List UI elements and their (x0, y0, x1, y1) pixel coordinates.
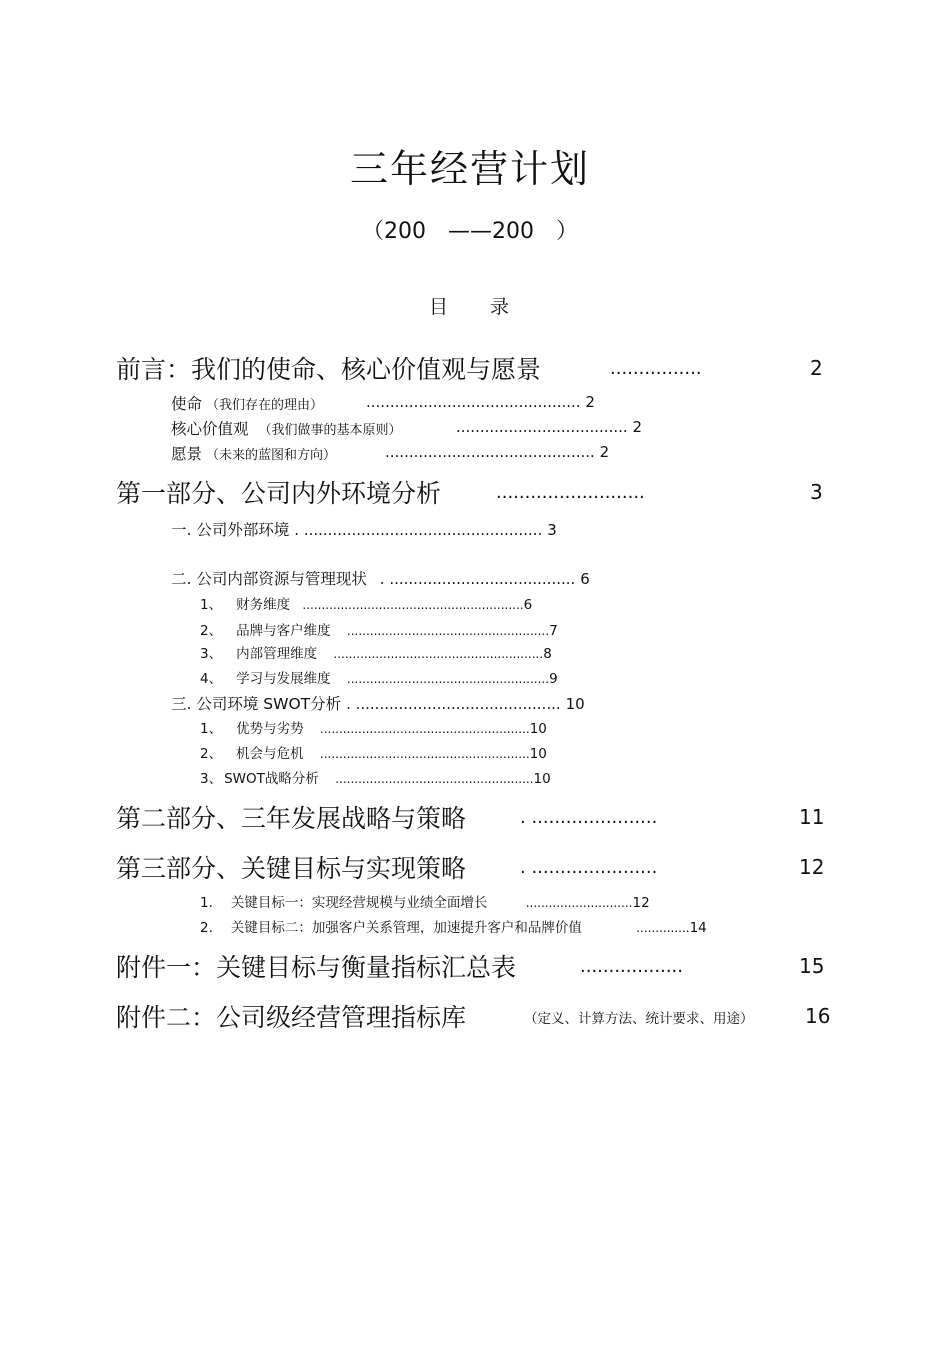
toc-entry-label: 附件二：公司级经营管理指标库 (116, 1003, 467, 1032)
toc-dots: .......................................................... (302, 598, 524, 612)
toc-dots: . ........................................... (346, 695, 561, 713)
toc-entry-label: 附件一：关键目标与衡量指标汇总表 (116, 953, 517, 982)
toc-dots: ............................................. 2 (366, 393, 595, 411)
toc-entry-note: （我们存在的理由） (206, 398, 324, 413)
toc-item-strengths[interactable] (200, 717, 547, 737)
toc-page-number: 10 (533, 771, 551, 787)
toc-entry-label: 核心价值观 (171, 420, 249, 438)
document-title: 三年经营计划 (349, 147, 590, 191)
toc-entry-num: 2、 (200, 746, 223, 762)
toc-page-number: 8 (543, 646, 552, 662)
toc-item-management[interactable] (200, 642, 552, 662)
toc-part1-sec1[interactable] (171, 518, 557, 540)
toc-entry-num: 3、 (200, 646, 223, 662)
toc-page-number: 10 (529, 721, 547, 737)
toc-dots: ..................................................... (346, 672, 550, 686)
toc-entry-note: （我们做事的基本原则） (258, 423, 402, 438)
toc-dots: ............................ (525, 896, 633, 910)
toc-entry-num: 1. (200, 895, 213, 911)
toc-dots: ....................................................... (333, 647, 544, 661)
toc-page-number: 9 (549, 671, 558, 687)
toc-page-number: 7 (549, 623, 558, 639)
toc-entry-num: 3、 (200, 771, 223, 787)
toc-appendix2[interactable] (116, 998, 466, 1034)
toc-dots: .............. (636, 921, 690, 935)
toc-dots: ................ (610, 358, 702, 379)
toc-entry-num: 2、 (200, 623, 223, 639)
toc-dots: . ...................... (520, 807, 658, 828)
toc-page-number: 14 (689, 920, 707, 936)
toc-entry-label: 学习与发展维度 (236, 671, 331, 687)
toc-page-number: 3 (547, 521, 557, 539)
toc-entry-label: 愿景 (171, 445, 203, 463)
toc-item-values[interactable] (171, 417, 402, 439)
toc-entry-num: 4、 (200, 671, 223, 687)
toc-dots: .................. (580, 956, 683, 977)
toc-entry-note: （定义、计算方法、统计要求、用途） (524, 1011, 754, 1027)
toc-entry-label: 第二部分、三年发展战略与策略 (116, 804, 467, 833)
toc-item-learning[interactable] (200, 667, 558, 687)
toc-dots: ..................................................... (346, 624, 550, 638)
toc-page-number: 12 (632, 895, 650, 911)
toc-page-number: 2 (585, 393, 595, 411)
toc-item-key-goal-2[interactable] (200, 916, 707, 936)
toc-page-number: 6 (580, 570, 590, 588)
toc-dots: ............................................ 2 (385, 443, 610, 461)
toc-page-number: 2 (599, 443, 610, 461)
toc-item-brand[interactable] (200, 619, 558, 639)
toc-dots: ....................................................... (319, 747, 530, 761)
toc-foreword[interactable] (116, 350, 541, 386)
toc-dots: ....................................................... (319, 722, 530, 736)
toc-entry-label: 关键目标一：实现经营规模与业绩全面增长 (230, 895, 488, 911)
toc-page-number: 11 (799, 805, 825, 829)
toc-item-finance[interactable] (200, 593, 532, 613)
toc-entry-note: （未来的蓝图和方向） (206, 448, 337, 463)
toc-entry-num: 1、 (200, 721, 223, 737)
toc-entry-label: 内部管理维度 (236, 646, 318, 662)
toc-entry-label: 优势与劣势 (236, 721, 304, 737)
toc-part3[interactable] (116, 849, 466, 885)
toc-entry-label: 第一部分、公司内外环境分析 (116, 479, 442, 508)
toc-entry-label: 一. 公司外部环境 (171, 521, 290, 539)
toc-part1-sec2[interactable] (171, 567, 590, 589)
document-subtitle: （200 ——200 ） (362, 219, 578, 244)
toc-part2[interactable] (116, 799, 466, 835)
toc-dots: . .................................................. (294, 521, 543, 539)
toc-dots: . ....................................... (379, 570, 576, 588)
toc-page-number: 16 (805, 1004, 831, 1028)
toc-entry-label: 第三部分、关键目标与实现策略 (116, 854, 467, 883)
toc-entry-label: 二. 公司内部资源与管理现状 (171, 570, 367, 588)
toc-appendix1[interactable] (116, 948, 516, 984)
toc-entry-label: 关键目标二：加强客户关系管理，加速提升客户和品牌价值 (230, 920, 582, 936)
toc-dots: . ...................... (520, 857, 658, 878)
toc-item-vision[interactable] (171, 442, 336, 464)
toc-dots: .......................... (496, 482, 645, 503)
toc-item-opportunities[interactable] (200, 742, 547, 762)
toc-page-number: 3 (810, 480, 823, 504)
toc-page-number: 12 (799, 855, 825, 879)
toc-page-number: 2 (810, 356, 823, 380)
toc-item-mission[interactable] (171, 392, 323, 414)
toc-entry-label: 使命 (171, 395, 203, 413)
toc-dots: .................................................... (335, 772, 534, 786)
toc-entry-label: 品牌与客户维度 (236, 623, 331, 639)
toc-entry-label: 前言：我们的使命、核心价值观与愿景 (116, 355, 542, 384)
toc-page-number: 6 (523, 597, 533, 613)
toc-item-key-goal-1[interactable] (200, 891, 650, 911)
toc-heading: 目录 (428, 296, 551, 318)
toc-page-number: 10 (529, 746, 547, 762)
toc-entry-label: 三. 公司环境 SWOT分析 (171, 695, 342, 713)
toc-page-number: 10 (565, 695, 585, 713)
toc-page-number: 15 (799, 954, 825, 978)
toc-entry-label: SWOT战略分析 (224, 771, 319, 787)
toc-entry-label: 财务维度 (236, 597, 291, 613)
toc-item-swot-strategy[interactable] (200, 767, 551, 787)
toc-dots: .................................... 2 (456, 418, 642, 436)
toc-page-number: 2 (632, 418, 642, 436)
toc-part1-sec3[interactable] (171, 692, 585, 714)
toc-part1[interactable] (116, 474, 441, 510)
toc-entry-num: 1、 (200, 597, 223, 613)
toc-entry-num: 2. (200, 920, 213, 936)
toc-entry-label: 机会与危机 (236, 746, 304, 762)
